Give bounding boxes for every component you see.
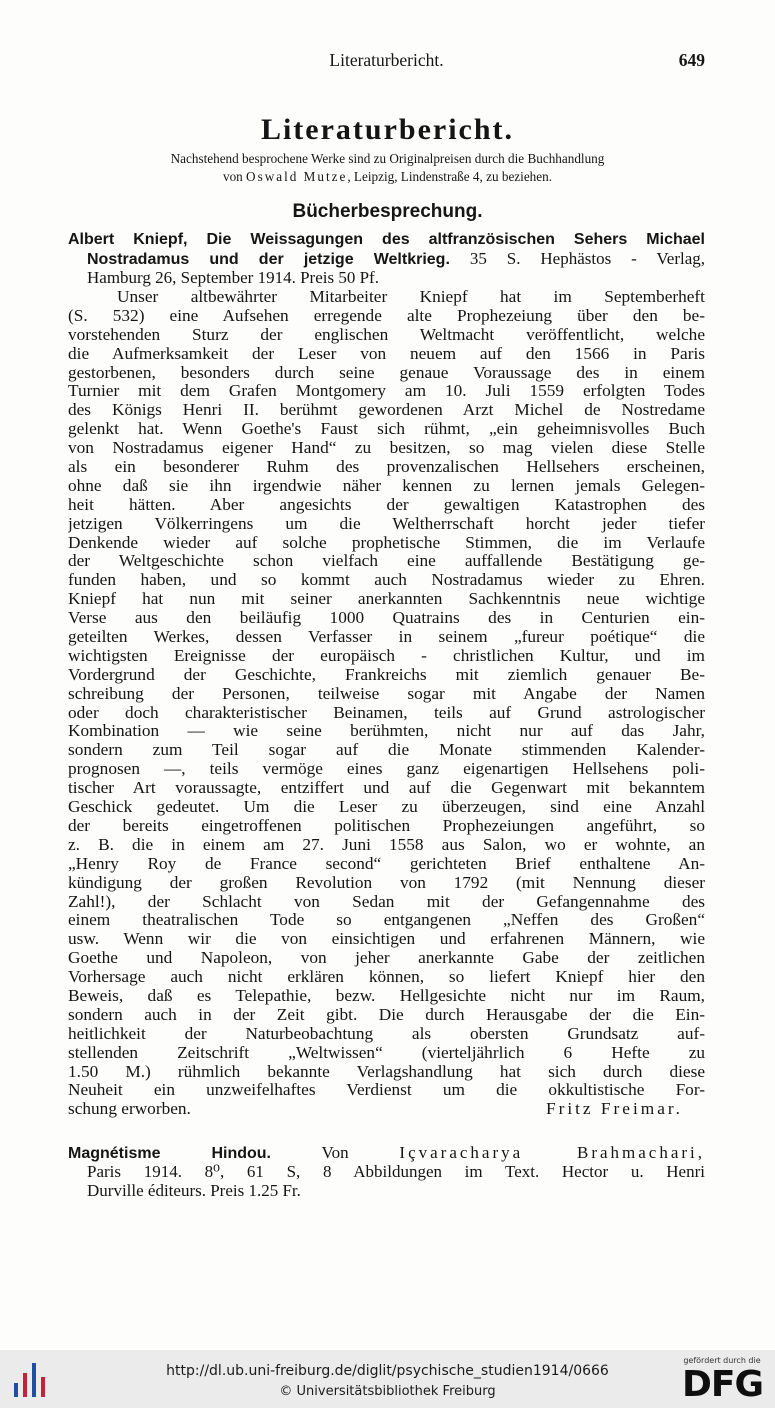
- review-1-text-line: prognosen —, teils vermöge eines ganz eigenartigen Hellsehens poli-: [68, 760, 705, 779]
- dfg-logo-icon[interactable]: DFG: [682, 1364, 764, 1405]
- review-1-publication-info: 35 S. Hephästos - Verlag,: [469, 249, 705, 268]
- review-2-author: Içvaracharya Brahmachari,: [399, 1143, 705, 1162]
- review-1-text-line: Geschick gedeutet. Um die Leser zu überzeugen, sind eine Anzahl: [68, 798, 705, 817]
- review-1-body: [68, 288, 705, 1119]
- intro-note: [60, 150, 715, 186]
- review-1-text-line: gelenkt hat. Wenn Goethe's Faust sich rühmt, „ein geheimnisvolles Buch: [68, 420, 705, 439]
- review-1-text-line: (S. 532) eine Aufsehen erregende alte Prophezeiung über den be-: [68, 306, 705, 325]
- review-2-title-line-2: Paris 1914. 8⁰, 61 S, 8 Abbildungen im Text. Hector u. Henri: [87, 1162, 705, 1181]
- review-1-text-line: tischer Art voraussagte, entziffert und auf die Gegenwart mit bekanntem: [68, 779, 705, 798]
- review-1-text-line: Beweis, daß es Telepathie, bezw. Hellgesichte nicht nur im Raum,: [68, 986, 705, 1005]
- review-1-text-line: usw. Wenn wir die von einsichtigen und erfahrenen Männern, wie: [68, 930, 705, 949]
- review-1-text-line: Unser altbewährter Mitarbeiter Kniepf hat im Septemberheft: [117, 288, 705, 306]
- review-1-text-line: kündigung der großen Revolution von 1792 (mit Nennung dieser: [68, 873, 705, 892]
- review-1-text-line: vorstehenden Sturz der englischen Weltmacht veröffentlicht, welche: [68, 325, 705, 344]
- review-1-text-line: von Nostradamus eigener Hand“ zu besitzen, so mag vielen diese Stelle: [68, 439, 705, 458]
- review-2-von: Von: [321, 1143, 349, 1162]
- viewer-footer: [0, 1350, 775, 1408]
- review-1-text-line: Kombination — wie seine berühmten, nicht nur auf das Jahr,: [68, 722, 705, 741]
- review-2-title-line-1: [68, 1143, 705, 1162]
- review-1-closing-text: schung erworben.: [68, 1100, 191, 1119]
- review-1-text-line: z. B. die in einem am 27. Juni 1558 aus Salon, wo er wohnte, an: [68, 835, 705, 854]
- intro-line-2: [60, 168, 715, 186]
- review-2-title-bold: Magnétisme Hindou.: [68, 1145, 272, 1162]
- publisher-name: Oswald Mutze: [246, 169, 348, 184]
- review-1-title-bold: Nostradamus und der jetzige Weltkrieg.: [87, 251, 450, 268]
- running-head: [68, 50, 705, 76]
- review-1-text-line: heit hätten. Aber angesichts der gewaltigen Katastrophen des: [68, 495, 705, 514]
- review-1-text-line: Goethe und Napoleon, von jeher anerkannte Gabe der zeitlichen: [68, 949, 705, 968]
- review-1-text-line: sondern zum Teil sogar auf die Monate stimmenden Kalender-: [68, 741, 705, 760]
- intro-von: von: [222, 169, 243, 184]
- review-1-text-line: einem theatralischen Tode so entgangenen „Neffen des Großen“: [68, 911, 705, 930]
- running-head-title: Literaturbericht.: [329, 50, 444, 70]
- review-1-text-line: der Weltgeschichte schon vielfach eine auffallende Bestätigung ge-: [68, 552, 705, 571]
- page-title: Literaturbericht.: [260, 113, 515, 146]
- review-1-text-line: Denkende wieder auf solche prophetische Stimmen, die im Verlaufe: [68, 533, 705, 552]
- page-number: 649: [678, 50, 705, 70]
- copyright-notice: © Universitätsbibliothek Freiburg: [279, 1384, 496, 1399]
- review-1-text-line: 1.50 M.) rühmlich bekannte Verlagshandlung hat sich durch diese: [68, 1062, 705, 1081]
- review-1-text-line: Verse aus den beiläufig 1000 Quatrains des in Centurien ein-: [68, 609, 705, 628]
- permalink-url[interactable]: http://dl.ub.uni-freiburg.de/diglit/psychische_studien1914/0666: [166, 1363, 609, 1379]
- review-1-text-line: der bereits eingetroffenen politischen Prophezeiungen angeführt, so: [68, 816, 705, 835]
- section-title: Bücherbesprechung.: [292, 201, 483, 222]
- review-1-text-line: „Henry Roy de France second“ gerichteten Brief enthaltene An-: [68, 854, 705, 873]
- review-1-title-line-2: [68, 249, 705, 268]
- review-1-text-line: schreibung der Personen, teilweise sogar mit Angabe der Namen: [68, 684, 705, 703]
- publisher-address: , Leipzig, Lindenstraße 4, zu beziehen.: [347, 169, 553, 184]
- review-1-text-line: gestorbenen, besonders durch seine genaue Voraussage des in einem: [68, 363, 705, 382]
- review-1-text-line: Kniepf hat nun mit seiner anerkannten Sachkenntnis neue wichtige: [68, 590, 705, 609]
- intro-line-1: Nachstehend besprochene Werke sind zu Originalpreisen durch die Buchhandlung: [170, 151, 605, 166]
- review-1-heading: [68, 230, 705, 287]
- review-1-text-line: funden haben, und so kommt auch Nostradamus wieder zu Ehren.: [68, 571, 705, 590]
- review-1-text-line: heitlichkeit der Naturbeobachtung als obersten Grundsatz auf-: [68, 1024, 705, 1043]
- review-1-text-line: Turnier mit dem Grafen Montgomery am 10. Juli 1559 erfolgten Todes: [68, 382, 705, 401]
- review-1-last-line: [68, 1100, 705, 1119]
- review-1-text-line: oder doch charakteristischer Beinamen, teils auf Grund astrologischer: [68, 703, 705, 722]
- review-1-text-line: Zahl!), der Schlacht von Sedan mit der Gefangennahme des: [68, 892, 705, 911]
- review-1-text-line: ohne daß sie ihn irgendwie näher kennen zu lernen jemals Gelegen-: [68, 476, 705, 495]
- review-2-heading: [68, 1143, 705, 1200]
- review-1-text-line: Vordergrund der Geschichte, Frankreichs mit ziemlich genauer Be-: [68, 665, 705, 684]
- review-1-text-line: die Aufmerksamkeit der Leser von neuem auf den 1566 in Paris: [68, 344, 705, 363]
- review-2-title-line-3: Durville éditeurs. Preis 1.25 Fr.: [87, 1181, 301, 1200]
- review-1-text-line: als ein besonderer Ruhm des provenzalischen Hellsehers erscheinen,: [68, 458, 705, 477]
- review-1-text-line: Neuheit ein unzweifelhaftes Verdienst um die okkultistische For-: [68, 1081, 705, 1100]
- review-1-text-line: Vorhersage auch nicht erklären können, so liefert Kniepf hier den: [68, 968, 705, 987]
- review-1-title-line-1: Albert Kniepf, Die Weissagungen des altfranzösischen Sehers Michael: [68, 231, 705, 248]
- dfg-caption: gefördert durch die: [683, 1356, 761, 1365]
- review-1-text-line: wichtigsten Ereignisse der europäisch - christlichen Kultur, und im: [68, 646, 705, 665]
- review-1-title-line-3: Hamburg 26, September 1914. Preis 50 Pf.: [87, 268, 379, 287]
- review-1-text-line: sondern auch in der Zeit gibt. Die durch Herausgabe der die Ein-: [68, 1005, 705, 1024]
- review-1-text-line: jetzigen Völkerringens um die Weltherrschaft horcht jeder tiefer: [68, 514, 705, 533]
- review-1-text-line: stellenden Zeitschrift „Weltwissen“ (vierteljährlich 6 Hefte zu: [68, 1043, 705, 1062]
- review-1-text-line: geteilten Werkes, dessen Verfasser in seinem „fureur poétique“ die: [68, 628, 705, 647]
- review-1-text-line: des Königs Henri II. berühmt gewordenen Arzt Michel de Nostredame: [68, 401, 705, 420]
- review-1-signature: Fritz Freimar.: [545, 1100, 683, 1119]
